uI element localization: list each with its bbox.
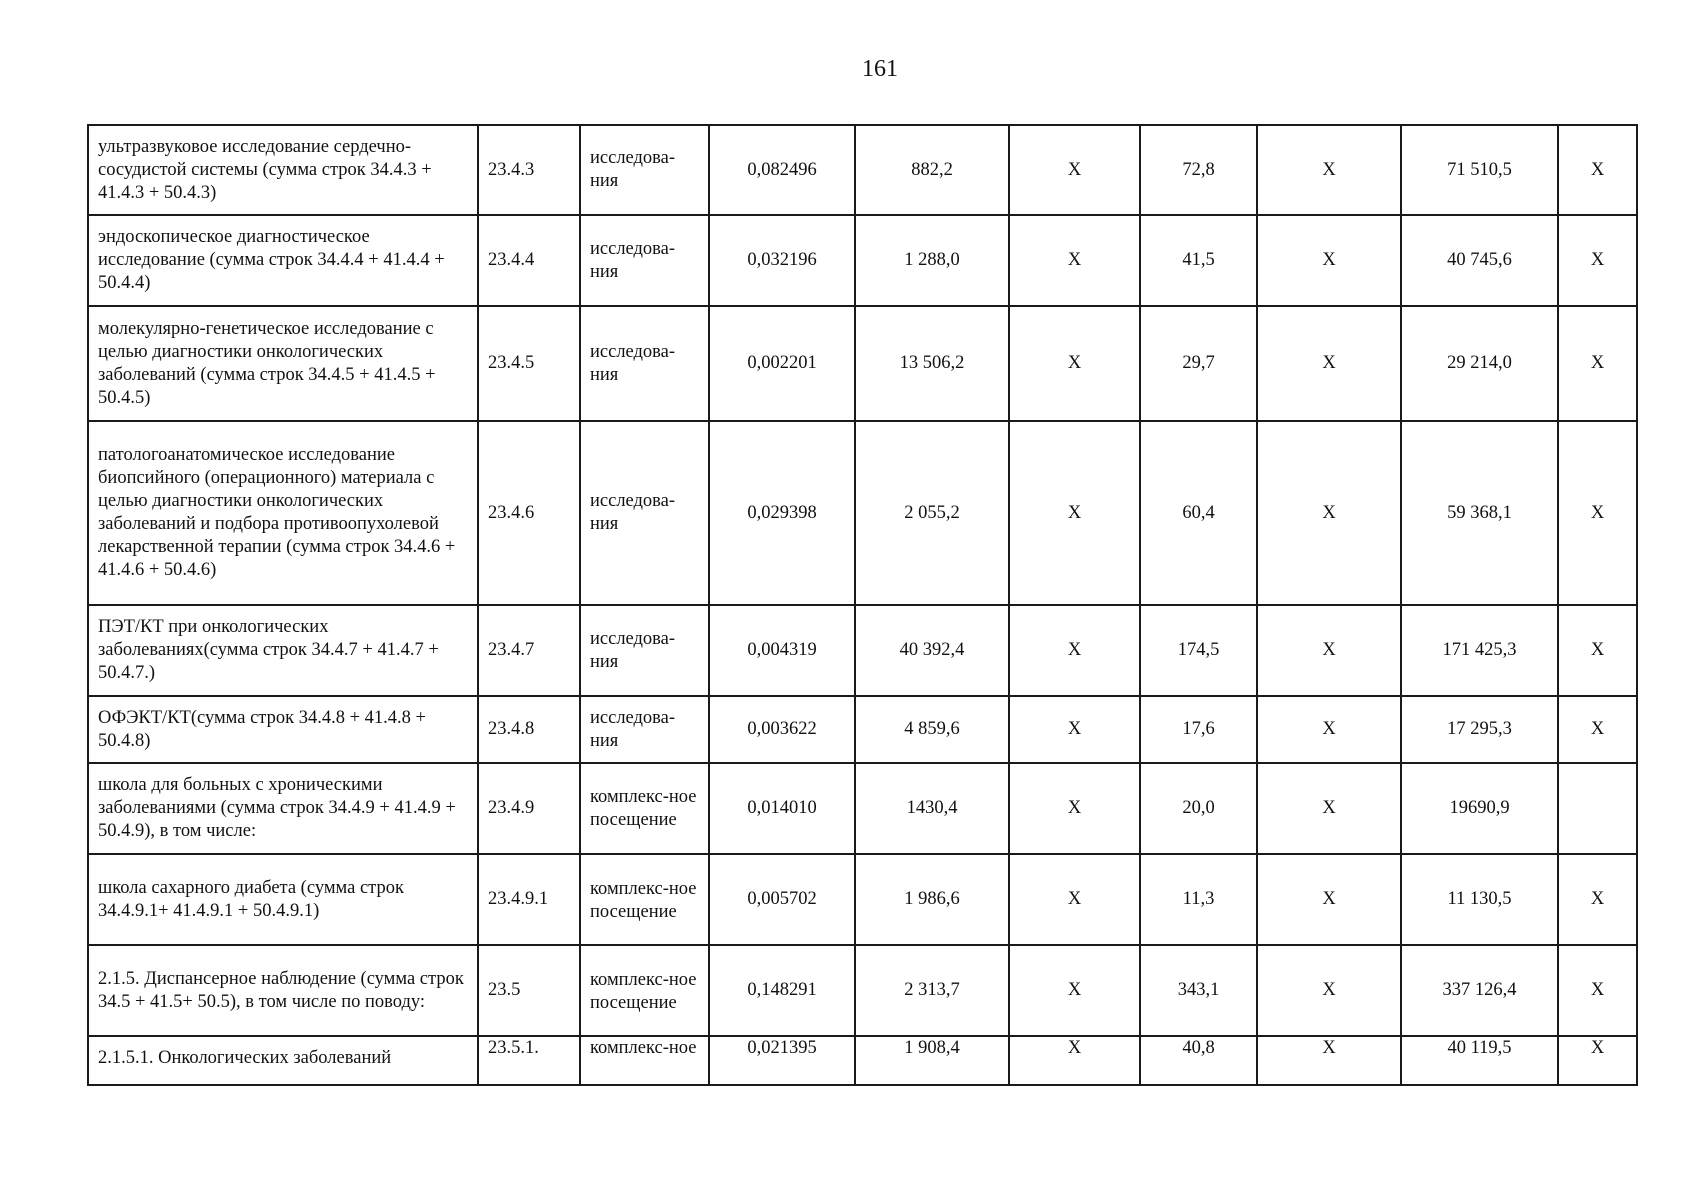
row-code: 23.4.9 xyxy=(478,763,580,854)
row-unit: комплекс-ное посещение xyxy=(580,854,709,945)
row-sum: 72,8 xyxy=(1140,125,1257,215)
row-x1: X xyxy=(1009,1036,1140,1085)
row-name: школа для больных с хроническими заболеваниями (сумма строк 34.4.9 + 41.4.9 + 50.4.9), в том числе: xyxy=(88,763,478,854)
row-x2: X xyxy=(1257,125,1401,215)
row-x3: X xyxy=(1558,215,1637,306)
row-x1: X xyxy=(1009,421,1140,605)
row-unit: исследова-ния xyxy=(580,215,709,306)
row-sum: 174,5 xyxy=(1140,605,1257,696)
row-code: 23.4.7 xyxy=(478,605,580,696)
row-unit: исследова-ния xyxy=(580,306,709,421)
row-unit: комплекс-ное посещение xyxy=(580,763,709,854)
row-sum: 29,7 xyxy=(1140,306,1257,421)
row-rate: 0,082496 xyxy=(709,125,855,215)
row-code: 23.4.6 xyxy=(478,421,580,605)
tariff-table xyxy=(87,124,1638,1086)
row-x1: X xyxy=(1009,125,1140,215)
row-x3: X xyxy=(1558,605,1637,696)
table-row xyxy=(88,125,1637,215)
row-x3: X xyxy=(1558,696,1637,763)
row-cost: 882,2 xyxy=(855,125,1009,215)
row-x2: X xyxy=(1257,605,1401,696)
row-cost: 2 313,7 xyxy=(855,945,1009,1036)
row-x3 xyxy=(1558,763,1637,854)
row-x1: X xyxy=(1009,945,1140,1036)
row-x3: X xyxy=(1558,854,1637,945)
row-sum: 40,8 xyxy=(1140,1036,1257,1085)
row-rate: 0,003622 xyxy=(709,696,855,763)
row-code: 23.5.1. xyxy=(478,1036,580,1085)
row-name: школа сахарного диабета (сумма строк 34.4.9.1+ 41.4.9.1 + 50.4.9.1) xyxy=(88,854,478,945)
row-name: 2.1.5.1. Онкологических заболеваний xyxy=(88,1036,478,1085)
row-unit: комплекс-ное посещение xyxy=(580,945,709,1036)
row-code: 23.5 xyxy=(478,945,580,1036)
row-name: ОФЭКТ/КТ(сумма строк 34.4.8 + 41.4.8 + 50.4.8) xyxy=(88,696,478,763)
row-total: 337 126,4 xyxy=(1401,945,1558,1036)
row-cost: 4 859,6 xyxy=(855,696,1009,763)
row-total: 71 510,5 xyxy=(1401,125,1558,215)
row-x3: X xyxy=(1558,306,1637,421)
table-row xyxy=(88,421,1637,605)
row-cost: 1430,4 xyxy=(855,763,1009,854)
row-x2: X xyxy=(1257,421,1401,605)
row-x2: X xyxy=(1257,945,1401,1036)
row-rate: 0,032196 xyxy=(709,215,855,306)
row-x1: X xyxy=(1009,215,1140,306)
row-name: патологоанатомическое исследование биопсийного (операционного) материала с целью диагностики онкологических заболеваний и подбора противоопухолевой лекарственной терапии (сумма строк 34.4.6 + 41.4.6 + 50.4.6) xyxy=(88,421,478,605)
row-x3: X xyxy=(1558,421,1637,605)
row-x1: X xyxy=(1009,854,1140,945)
row-rate: 0,004319 xyxy=(709,605,855,696)
page-number: 161 xyxy=(862,56,898,82)
row-total: 40 745,6 xyxy=(1401,215,1558,306)
row-cost: 1 908,4 xyxy=(855,1036,1009,1085)
row-x2: X xyxy=(1257,696,1401,763)
row-rate: 0,014010 xyxy=(709,763,855,854)
row-code: 23.4.9.1 xyxy=(478,854,580,945)
row-total: 171 425,3 xyxy=(1401,605,1558,696)
row-total: 17 295,3 xyxy=(1401,696,1558,763)
row-cost: 2 055,2 xyxy=(855,421,1009,605)
row-rate: 0,002201 xyxy=(709,306,855,421)
row-x3: X xyxy=(1558,945,1637,1036)
row-cost: 13 506,2 xyxy=(855,306,1009,421)
row-code: 23.4.4 xyxy=(478,215,580,306)
row-x1: X xyxy=(1009,763,1140,854)
row-code: 23.4.8 xyxy=(478,696,580,763)
row-sum: 343,1 xyxy=(1140,945,1257,1036)
row-rate: 0,148291 xyxy=(709,945,855,1036)
table-row xyxy=(88,1036,1637,1085)
row-total: 19690,9 xyxy=(1401,763,1558,854)
row-total: 29 214,0 xyxy=(1401,306,1558,421)
table-row xyxy=(88,854,1637,945)
table-row xyxy=(88,605,1637,696)
row-cost: 1 986,6 xyxy=(855,854,1009,945)
row-sum: 60,4 xyxy=(1140,421,1257,605)
row-unit: исследова-ния xyxy=(580,696,709,763)
table-row xyxy=(88,696,1637,763)
row-rate: 0,005702 xyxy=(709,854,855,945)
row-x2: X xyxy=(1257,306,1401,421)
row-sum: 20,0 xyxy=(1140,763,1257,854)
table-row xyxy=(88,763,1637,854)
row-cost: 1 288,0 xyxy=(855,215,1009,306)
row-rate: 0,029398 xyxy=(709,421,855,605)
row-unit: исследова-ния xyxy=(580,125,709,215)
row-total: 40 119,5 xyxy=(1401,1036,1558,1085)
row-code: 23.4.3 xyxy=(478,125,580,215)
row-name: 2.1.5. Диспансерное наблюдение (сумма строк 34.5 + 41.5+ 50.5), в том числе по поводу: xyxy=(88,945,478,1036)
row-x3: X xyxy=(1558,125,1637,215)
row-name: ультразвуковое исследование сердечно-сосудистой системы (сумма строк 34.4.3 + 41.4.3 + 50.4.3) xyxy=(88,125,478,215)
row-x1: X xyxy=(1009,306,1140,421)
row-cost: 40 392,4 xyxy=(855,605,1009,696)
row-unit: комплекс-ное xyxy=(580,1036,709,1085)
row-sum: 41,5 xyxy=(1140,215,1257,306)
table-row xyxy=(88,215,1637,306)
row-sum: 11,3 xyxy=(1140,854,1257,945)
row-total: 59 368,1 xyxy=(1401,421,1558,605)
row-x3: X xyxy=(1558,1036,1637,1085)
row-x2: X xyxy=(1257,1036,1401,1085)
row-unit: исследова-ния xyxy=(580,421,709,605)
row-x2: X xyxy=(1257,854,1401,945)
row-x1: X xyxy=(1009,605,1140,696)
table-row xyxy=(88,306,1637,421)
table-row xyxy=(88,945,1637,1036)
row-code: 23.4.5 xyxy=(478,306,580,421)
row-x1: X xyxy=(1009,696,1140,763)
row-rate: 0,021395 xyxy=(709,1036,855,1085)
row-total: 11 130,5 xyxy=(1401,854,1558,945)
row-name: ПЭТ/КТ при онкологических заболеваниях(сумма строк 34.4.7 + 41.4.7 + 50.4.7.) xyxy=(88,605,478,696)
row-x2: X xyxy=(1257,763,1401,854)
row-x2: X xyxy=(1257,215,1401,306)
row-unit: исследова-ния xyxy=(580,605,709,696)
row-name: молекулярно-генетическое исследование с целью диагностики онкологических заболеваний (сумма строк 34.4.5 + 41.4.5 + 50.4.5) xyxy=(88,306,478,421)
row-name: эндоскопическое диагностическое исследование (сумма строк 34.4.4 + 41.4.4 + 50.4.4) xyxy=(88,215,478,306)
row-sum: 17,6 xyxy=(1140,696,1257,763)
